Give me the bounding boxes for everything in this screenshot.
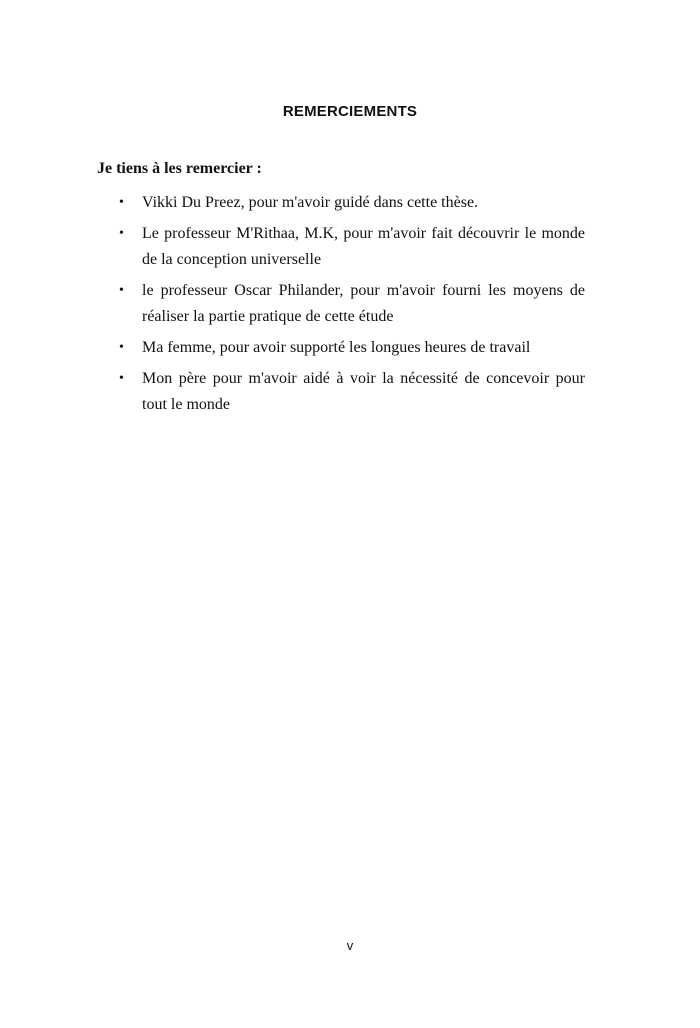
list-item-text: Vikki Du Preez, pour m'avoir guidé dans cette thèse.: [142, 194, 479, 211]
list-item-text: Le professeur M'Rithaa, M.K, pour m'avoir fait découvrir le monde de la conception universelle: [142, 225, 585, 268]
bullet-icon: •: [119, 371, 124, 386]
acknowledgement-list: [97, 190, 585, 423]
list-item: [97, 221, 585, 273]
bullet-icon: •: [119, 340, 124, 355]
intro-text: Je tiens à les remercier :: [97, 160, 262, 177]
page-number: v: [346, 938, 354, 953]
list-item-text: Mon père pour m'avoir aidé à voir la nécessité de concevoir pour tout le monde: [142, 370, 585, 413]
page-title: REMERCIEMENTS: [282, 103, 418, 120]
list-item: [97, 335, 585, 361]
list-item: [97, 278, 585, 330]
list-item: [97, 366, 585, 418]
list-item: [97, 190, 585, 216]
bullet-icon: •: [119, 195, 124, 210]
list-item-text: Ma femme, pour avoir supporté les longues heures de travail: [142, 339, 531, 356]
bullet-icon: •: [119, 283, 124, 298]
bullet-icon: •: [119, 226, 124, 241]
list-item-text: le professeur Oscar Philander, pour m'avoir fourni les moyens de réaliser la partie pratique de cette étude: [142, 282, 585, 325]
